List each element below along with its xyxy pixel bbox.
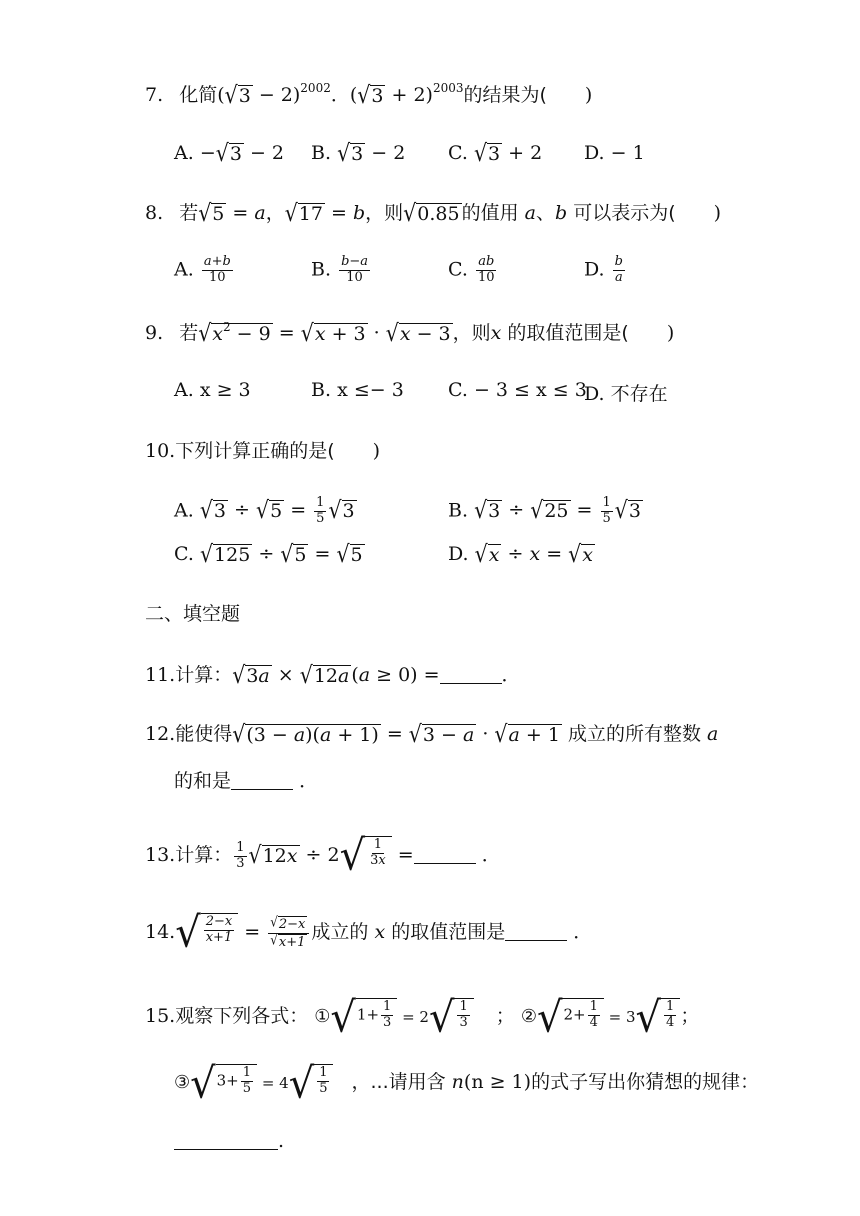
question-15-line3 bbox=[174, 1128, 284, 1154]
q9-option-b: B. x ≤− 3 bbox=[311, 379, 404, 401]
question-stem: 的值用 bbox=[461, 202, 519, 224]
var-x: x bbox=[490, 322, 502, 344]
question-stem: 成立的 bbox=[311, 921, 369, 943]
question-stem: 能使得 bbox=[175, 723, 233, 745]
q7-option-d: D. − 1 bbox=[584, 142, 645, 164]
question-number: 8. bbox=[145, 202, 164, 224]
question-stem: 的结果为( bbox=[463, 84, 547, 106]
question-11: 11.计算： √ 3a × √ 12a (a ≥ 0) = ． bbox=[145, 661, 521, 689]
q8-option-d: D. $\frac{b}{a}$ bbox=[584, 254, 623, 285]
period: ． bbox=[299, 770, 319, 792]
question-stem: 化简 bbox=[179, 84, 218, 106]
question-number: 15. bbox=[145, 1005, 176, 1027]
question-12: 12.能使得 √ (3 − a)(a + 1) = √ 3 − a · √ a + 1 成立的所有整数 a bbox=[145, 720, 719, 748]
condition: (n ≥ 1) bbox=[463, 1071, 532, 1093]
question-stem: 的取值范围是( bbox=[507, 322, 629, 344]
question-stem: ，则 bbox=[365, 202, 404, 224]
answer-blank[interactable] bbox=[414, 845, 476, 864]
answer-blank[interactable] bbox=[440, 665, 502, 684]
var-n: n bbox=[451, 1071, 464, 1093]
comma: ， bbox=[265, 202, 285, 224]
paren-close: ) bbox=[666, 322, 675, 344]
q8-option-c: C. $\frac{ab}{10}$ bbox=[448, 254, 495, 285]
var-a: a bbox=[524, 202, 536, 224]
math-expression: ( √ 3 + 2)$^{2003}$ bbox=[349, 81, 464, 109]
question-14: 14. √ $\frac{2-x}{x+1}$ = √ 2−x √ x+1 成立的 x 的取值范围是 ． bbox=[145, 908, 593, 958]
var-x: x bbox=[374, 921, 386, 943]
semicolon: ； bbox=[680, 1005, 700, 1027]
q9-option-a: A. x ≥ 3 bbox=[174, 379, 251, 401]
question-stem: 计算： bbox=[175, 844, 233, 866]
question-stem: 的和是 bbox=[174, 770, 232, 792]
answer-blank[interactable] bbox=[505, 922, 567, 941]
circled-three-icon: ③ bbox=[174, 1072, 191, 1093]
var-a: a bbox=[707, 723, 719, 745]
period: ． bbox=[501, 664, 521, 686]
question-8: 8. 若 √ 5 = a， √ 17 = b，则 √ 0.85 的值用 a、b 可以表示为( ) bbox=[145, 199, 722, 227]
question-stem: 的式子写出你猜想的规律： bbox=[531, 1071, 760, 1093]
q10-option-b: B. √ 3 ÷ √ 25 = $\frac{1}{5}$ √ 3 bbox=[448, 495, 641, 526]
q10-option-a: A. √ 3 ÷ √ 5 = $\frac{1}{5}$ √ 3 bbox=[174, 495, 355, 526]
question-stem: ，...请用含 bbox=[351, 1071, 446, 1093]
question-number: 12. bbox=[145, 723, 176, 745]
q8-option-a: A. $\frac{a+b}{10}$ bbox=[174, 254, 231, 285]
question-9: 9. 若 √ $x^2 - 9$ = √ x + 3 · √ x − 3 ，则x 的取值范围是( ) bbox=[145, 319, 675, 347]
question-stem: 下列计算正确的是( bbox=[175, 440, 335, 462]
period: ． bbox=[481, 844, 501, 866]
question-stem: 若 bbox=[179, 322, 199, 344]
q10-option-c: C. √ 125 ÷ √ 5 = √ 5 bbox=[174, 540, 363, 568]
circled-one-icon: ① bbox=[314, 1006, 331, 1027]
question-10 bbox=[145, 438, 380, 464]
answer-blank[interactable] bbox=[231, 771, 293, 790]
paren-close: ) bbox=[584, 84, 593, 106]
period: ． bbox=[573, 921, 593, 943]
question-number: 9. bbox=[145, 322, 164, 344]
paren-close: ) bbox=[372, 440, 381, 462]
section-heading: 二、填空题 bbox=[145, 603, 241, 625]
semicolon: ； bbox=[495, 1005, 515, 1027]
question-number: 7. bbox=[145, 84, 164, 106]
question-stem: 观察下列各式： bbox=[175, 1005, 309, 1027]
question-stem: 计算： bbox=[175, 664, 233, 686]
question-number: 13. bbox=[145, 844, 176, 866]
question-number: 14. bbox=[145, 921, 176, 943]
question-15: 15.观察下列各式： ① √ 1+ $\frac{1}{3}$ = 2 √ $\frac{1}{3}$ ； ② √ 2+ $\frac{1}{4}$ = 3 √ $\frac{1}{4}$ ； bbox=[145, 993, 700, 1043]
question-stem: 可以表示为( bbox=[573, 202, 676, 224]
question-stem: 成立的所有整数 bbox=[567, 723, 701, 745]
circled-two-icon: ② bbox=[520, 1006, 537, 1027]
q9-option-c: C. − 3 ≤ x ≤ 3 bbox=[448, 379, 587, 401]
question-7 bbox=[145, 82, 592, 108]
q8-option-b: B. $\frac{b-a}{10}$ bbox=[311, 254, 369, 285]
question-12-line2 bbox=[174, 768, 318, 794]
question-stem: ，则 bbox=[452, 322, 491, 344]
question-number: 11. bbox=[145, 664, 176, 686]
math-expression: ( √ 3 − 2)$^{2002}$ bbox=[217, 81, 331, 109]
period: . bbox=[278, 1130, 285, 1152]
q7-option-b: B. √ 3 − 2 bbox=[311, 139, 406, 167]
answer-blank[interactable] bbox=[174, 1131, 278, 1150]
q10-option-d: D. √ x ÷ x = √ x bbox=[448, 540, 593, 568]
question-number: 10. bbox=[145, 440, 176, 462]
q7-option-c: C. √ 3 + 2 bbox=[448, 139, 543, 167]
var-b: b bbox=[554, 202, 568, 224]
question-15-line2: ③ √ 3+ $\frac{1}{5}$ = 4 √ $\frac{1}{5}$ ，...请用含 n(n ≥ 1)的式子写出你猜想的规律： bbox=[174, 1059, 760, 1109]
paren-close: ) bbox=[713, 202, 722, 224]
q7-option-a: A. − √ 3 − 2 bbox=[174, 139, 284, 167]
q9-option-d: D. 不存在 bbox=[584, 383, 668, 405]
question-13: 13.计算： $\frac{1}{3}$ √ 12x ÷ 2 √ $\frac{1}{3x}$ = ． bbox=[145, 831, 501, 881]
separator: 、 bbox=[535, 202, 555, 224]
dot: ． bbox=[330, 84, 350, 106]
question-stem: 的取值范围是 bbox=[391, 921, 506, 943]
question-stem: 若 bbox=[179, 202, 199, 224]
